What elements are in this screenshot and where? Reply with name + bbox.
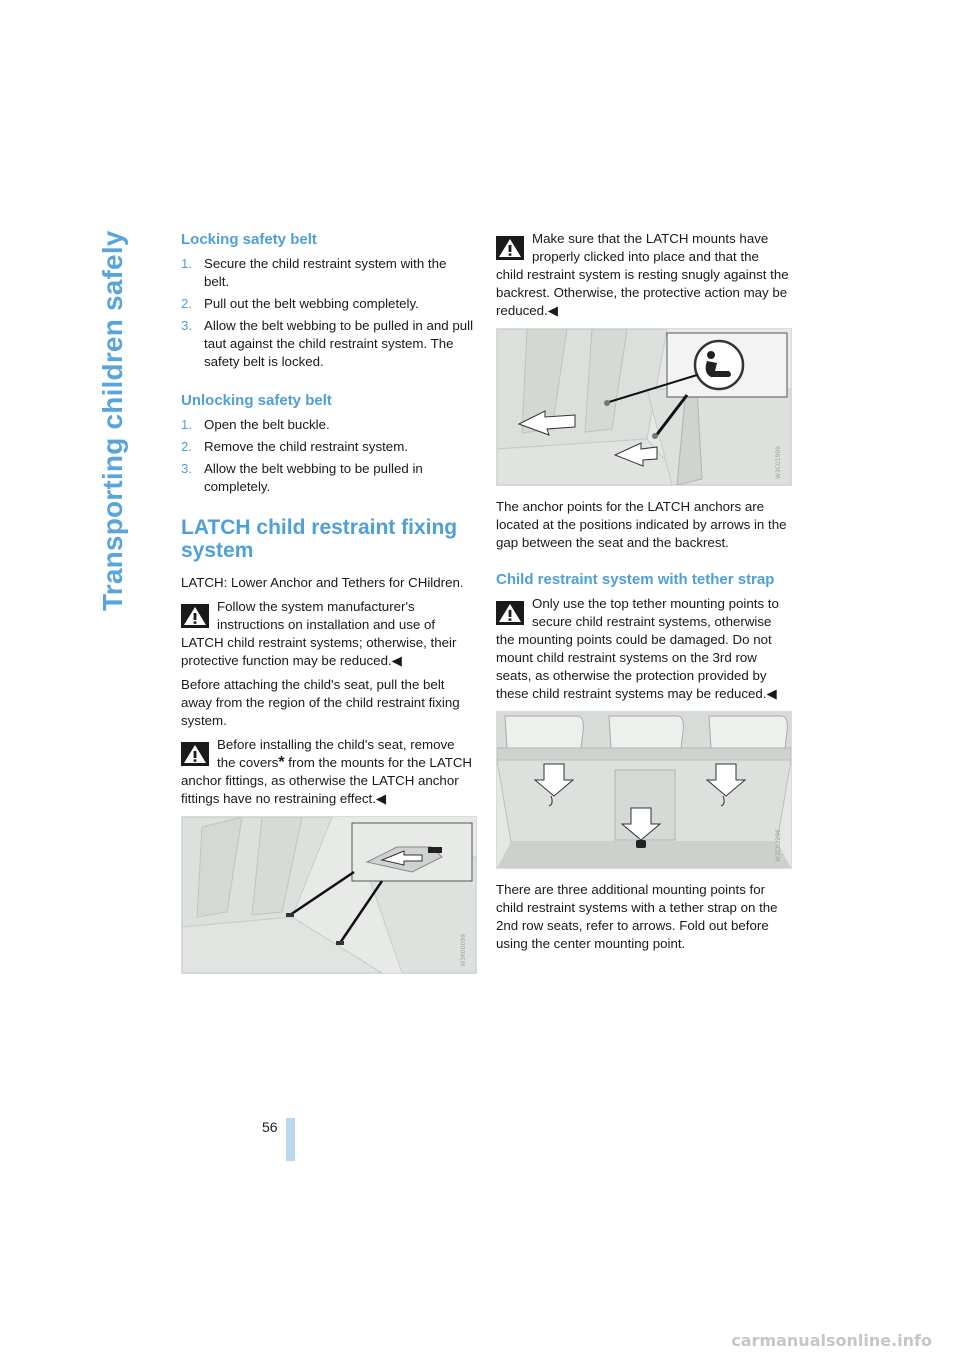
tether-points-illustration <box>496 711 792 869</box>
page-edge-bar <box>286 1118 295 1161</box>
optional-equipment-asterisk: * <box>278 754 285 771</box>
sidebar-section-title: Transporting children safely <box>97 230 128 611</box>
warning-block <box>496 595 789 703</box>
figure-code: W3C02296 <box>775 828 782 862</box>
unlocking-safety-belt-heading: Unlocking safety belt <box>181 392 332 409</box>
step-text: Allow the belt webbing to be pulled in and pull taut against the child restraint system. The safety belt is locked. <box>204 318 474 369</box>
warning-triangle-icon <box>181 742 209 766</box>
right-column <box>496 230 789 959</box>
watermark: carmanualsonline.info <box>731 1331 932 1350</box>
step-number: 3. <box>181 318 193 333</box>
page-number: 56 <box>262 1119 278 1135</box>
seat-illustration <box>497 329 791 485</box>
list-item <box>181 295 474 313</box>
locking-safety-belt-heading: Locking safety belt <box>181 231 317 248</box>
warning-triangle-icon <box>496 236 524 260</box>
left-column <box>181 230 474 974</box>
warning-text: Make sure that the LATCH mounts have properly clicked into place and that the child restraint system is resting snugly against the backrest. Otherwise, the protective action may be reduced.◀ <box>496 231 789 318</box>
anchor-points-text: The anchor points for the LATCH anchors are located at the positions indicated by arrows in the gap between the seat and the backrest. <box>496 499 787 550</box>
list-item <box>181 416 474 434</box>
latch-section-heading: LATCH child restraint fixing system <box>181 516 458 562</box>
warning-block <box>496 230 789 320</box>
list-item <box>181 460 474 496</box>
warning-triangle-icon <box>496 601 524 625</box>
figure-code: W3C01999 <box>775 445 782 479</box>
warning-block <box>181 598 474 670</box>
list-item <box>181 317 474 371</box>
unlocking-steps-list <box>181 416 474 496</box>
latch-mount-illustration <box>496 328 792 486</box>
warning-text: Only use the top tether mounting points to secure child restraint systems, otherwise the mounting points could be damaged. Do not mount child restraint systems on the 3rd row seats, as otherwise the protection provided by these child restraint systems may be reduced.◀ <box>496 596 779 701</box>
step-number: 1. <box>181 256 193 271</box>
latch-intro-text: LATCH: Lower Anchor and Tethers for CHildren. <box>181 575 464 590</box>
cargo-area-illustration <box>497 712 791 868</box>
list-item <box>181 438 474 456</box>
before-attaching-text: Before attaching the child's seat, pull the belt away from the region of the child restraint fixing system. <box>181 677 460 728</box>
warning-block <box>181 736 474 808</box>
warning-text: from the mounts for the LATCH anchor fittings, as otherwise the LATCH anchor fittings have no restraining effect.◀ <box>181 755 473 806</box>
step-number: 2. <box>181 439 193 454</box>
list-item <box>181 255 474 291</box>
warning-text: Before installing the child's seat, remove the covers <box>217 737 455 770</box>
warning-triangle-icon <box>181 604 209 628</box>
figure-code: W3K00099 <box>460 934 467 967</box>
tether-strap-heading: Child restraint system with tether strap <box>496 571 775 588</box>
warning-text: Follow the system manufacturer's instructions on installation and use of LATCH child restraint systems; otherwise, their protective function may be reduced.◀ <box>181 599 457 668</box>
step-text: Pull out the belt webbing completely. <box>204 296 419 311</box>
step-text: Remove the child restraint system. <box>204 439 408 454</box>
step-number: 2. <box>181 296 193 311</box>
three-mounting-points-text: There are three additional mounting points for child restraint systems with a tether strap on the 2nd row seats, refer to arrows. Fold out before using the center mounting point. <box>496 882 778 951</box>
seat-illustration <box>182 817 476 973</box>
latch-covers-illustration <box>181 816 477 974</box>
step-text: Secure the child restraint system with the belt. <box>204 256 447 289</box>
step-number: 1. <box>181 417 193 432</box>
locking-steps-list <box>181 255 474 371</box>
step-number: 3. <box>181 461 193 476</box>
step-text: Allow the belt webbing to be pulled in completely. <box>204 461 423 494</box>
step-text: Open the belt buckle. <box>204 417 330 432</box>
